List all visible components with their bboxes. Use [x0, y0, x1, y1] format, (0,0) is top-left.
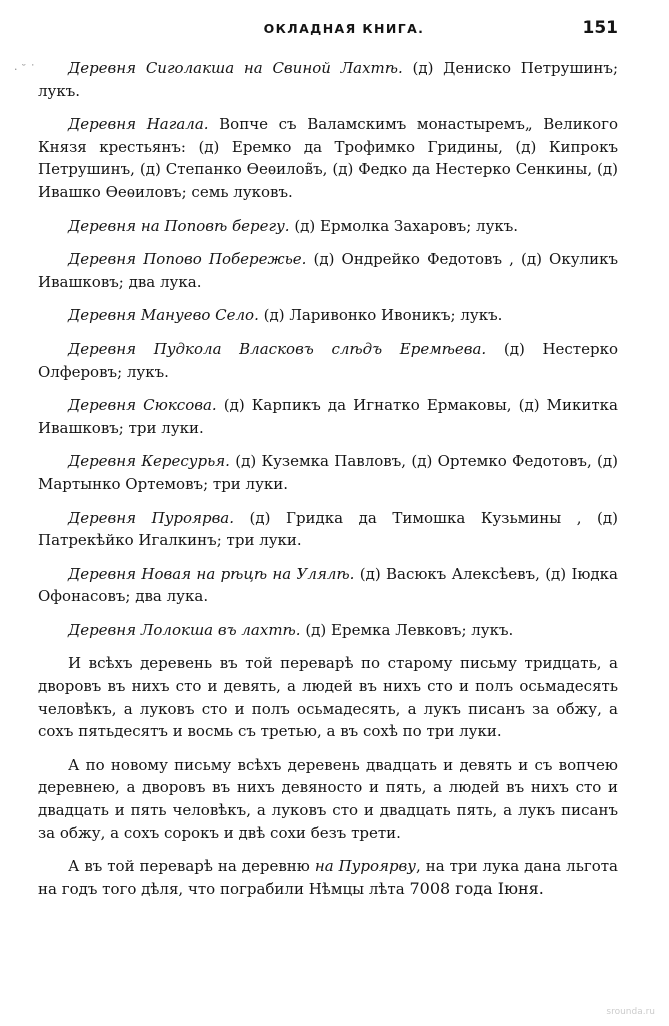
running-title: ОКЛАДНАЯ КНИГА.	[263, 21, 425, 36]
entry-text: (д) Васюкъ Алексѣевъ, (д) Іюдка Офонасовъ; два лука.	[38, 564, 618, 606]
village-entry	[38, 215, 618, 238]
village-name: Деревня Сюксова.	[68, 396, 217, 415]
village-entry	[38, 304, 618, 327]
margin-mark: · ˘ ˙	[14, 63, 36, 76]
village-name: Деревня Новая на рѣцѣ на Улялѣ.	[68, 564, 355, 583]
village-entry	[38, 338, 618, 383]
village-name: Деревня Кересурья.	[68, 452, 230, 471]
relief-text-end: , на три лука дана льгота на годъ того дѣля, что пограбили Нѣмцы лѣта	[38, 857, 618, 898]
village-name: Деревня на Поповѣ берегу.	[68, 216, 290, 235]
village-entry	[38, 619, 618, 642]
relief-date: 7008 года Іюня.	[409, 878, 544, 898]
entry-text: (д) Гридка да Тимошка Кузьмины , (д) Патрекѣйко Игалкинъ; три луки.	[38, 508, 618, 550]
entry-text: (д) Карпикъ да Игнатко Ермаковы, (д) Микитка Ивашковъ; три луки.	[38, 396, 618, 437]
village-entry	[38, 507, 618, 552]
page-header	[70, 18, 618, 43]
summary-old-census: И всѣхъ деревень въ той переварѣ по старому письму тридцать, а дворовъ въ нихъ сто и девять, а людей въ нихъ сто и полъ осьмадесять человѣкъ, а луковъ сто и полъ осьмадесять, а лукъ писанъ за обжу, а сохъ пятьдесятъ и восмь съ третью, а въ сохѣ по три луки.	[38, 654, 618, 741]
village-name: Деревня Лолокша въ лахтѣ.	[68, 620, 301, 639]
village-name: Деревня Сиголакша на Свиной Лахтѣ.	[68, 59, 403, 77]
village-entry	[38, 563, 618, 608]
village-entry	[38, 450, 618, 495]
relief-text-start: А въ той переварѣ на деревню	[68, 857, 315, 876]
village-name: Деревня Попово Побережье.	[68, 250, 307, 269]
page-number: 151	[582, 18, 618, 38]
village-entry	[38, 113, 618, 203]
village-entry	[38, 57, 618, 102]
entry-text: (д) Ермолка Захаровъ; лукъ.	[289, 216, 519, 235]
summary-new-census: А по новому письму всѣхъ деревень двадцать и девять и съ вопчею деревнею, а дворовъ въ нихъ девяносто и пять, а людей въ нихъ сто и двадцать и пять человѣкъ, а луковъ сто и двадцать пять, а лукъ писанъ за обжу, а сохъ сорокъ и двѣ сохи безъ трети.	[38, 755, 618, 842]
village-name: Деревня Мануево Село.	[68, 306, 259, 325]
summary-tax-relief	[38, 855, 618, 900]
entry-text: (д) Дениско Петрушинъ; лукъ.	[38, 59, 619, 100]
village-entry	[38, 394, 618, 439]
village-name: Деревня Пуроярва.	[68, 508, 235, 527]
watermark: srounda.ru	[606, 1007, 655, 1017]
village-name: Деревня Нагала.	[68, 115, 209, 134]
body-text	[38, 57, 618, 911]
village-name: Деревня Пудкола Власковъ слѣдъ Еремѣева.	[68, 339, 487, 358]
entry-text: (д) Нестерко Олферовъ; лукъ.	[38, 339, 618, 381]
entry-text: (д) Еремка Левковъ; лукъ.	[300, 620, 514, 639]
village-entry	[38, 248, 618, 293]
entry-text: Вопче съ Валамскимъ монастыремъ„ Великого Князя крестьянъ: (д) Еремко да Трофимко Гридины, (д) Кипрокъ Петрушинъ, (д) Степанко Өеѳилов̃ъ, (д) Федко да Нестерко Сенкины, (д) Ивашко Өеѳиловъ; семь луковъ.	[38, 115, 618, 201]
entry-text: (д) Ларивонко Ивоникъ; лукъ.	[258, 306, 503, 325]
entry-text: (д) Ондрейко Федотовъ , (д) Окуликъ Ивашковъ; два лука.	[38, 250, 618, 291]
relief-village-name: на Пуроярву	[314, 857, 416, 876]
entry-text: (д) Куземка Павловъ, (д) Ортемко Федотовъ, (д) Мартынко Ортемовъ; три луки.	[38, 452, 618, 493]
